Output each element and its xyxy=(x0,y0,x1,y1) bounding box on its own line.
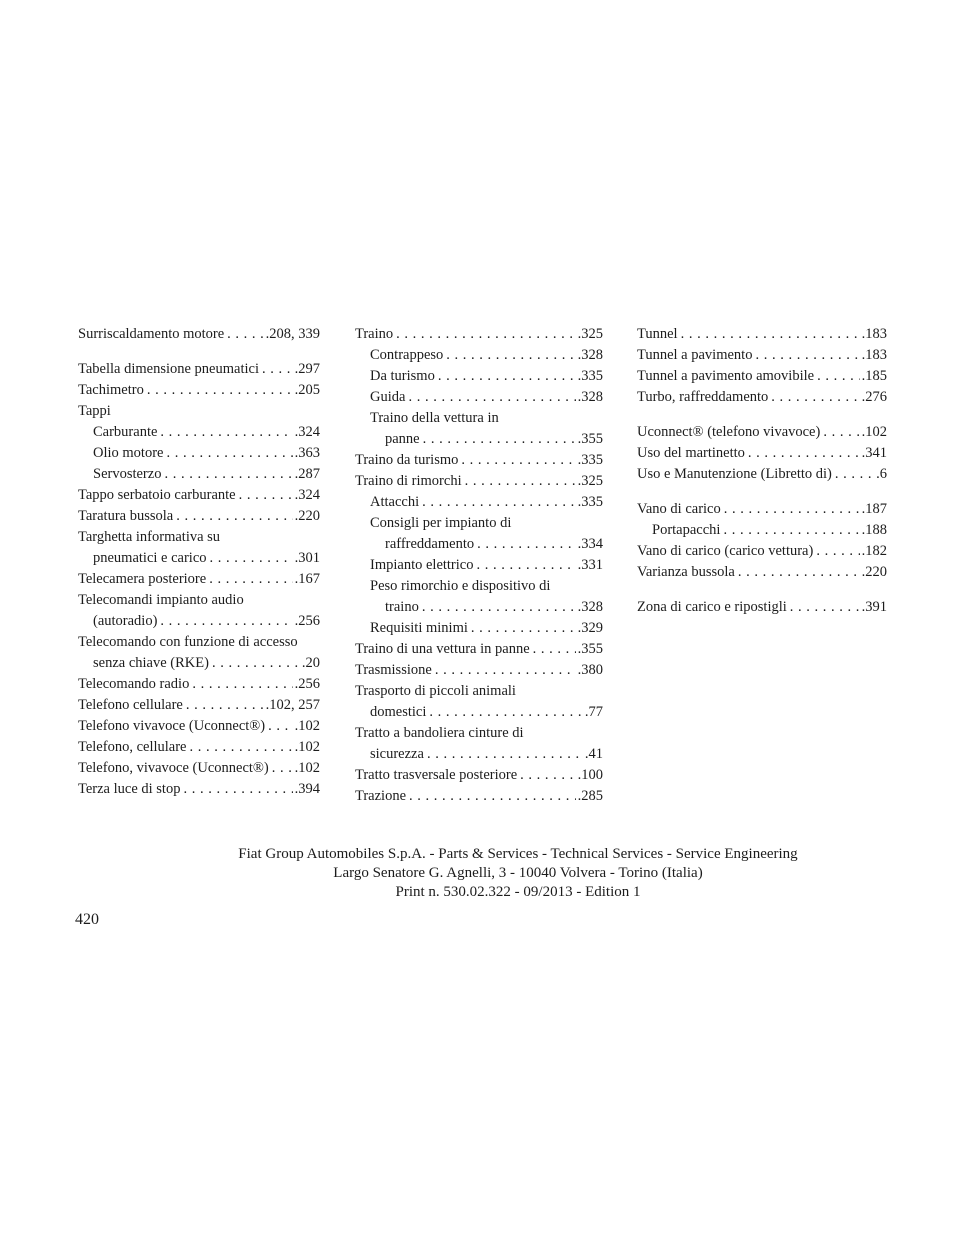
index-entry xyxy=(637,387,887,408)
index-column-1 xyxy=(78,324,320,800)
index-entry xyxy=(78,359,320,380)
entry-term: Telecomando radio xyxy=(78,676,192,692)
entry-page-ref[interactable]: .187 xyxy=(860,499,887,520)
entry-term: Telecomandi impianto audio xyxy=(78,592,244,608)
index-entry xyxy=(637,464,887,485)
section-gap xyxy=(637,583,887,597)
entry-term: Zona di carico e ripostigli xyxy=(637,599,790,615)
entry-page-ref[interactable]: .325 xyxy=(576,471,603,492)
index-subentry xyxy=(355,618,603,639)
entry-page-ref[interactable]: .335 xyxy=(576,366,603,387)
entry-term: Taratura bussola xyxy=(78,508,176,524)
entry-term: Traino della vettura in xyxy=(370,410,499,426)
entry-page-ref[interactable]: .102 xyxy=(293,758,320,779)
index-entry xyxy=(78,779,320,800)
section-gap xyxy=(637,408,887,422)
index-subentry xyxy=(355,576,603,618)
entry-term: Traino da turismo xyxy=(355,452,461,468)
index-subentry xyxy=(355,366,603,387)
entry-page-ref[interactable]: .182 xyxy=(860,541,887,562)
index-entry xyxy=(637,562,887,583)
entry-page-ref[interactable]: .334 xyxy=(576,534,603,555)
entry-term: Uso del martinetto xyxy=(637,445,748,461)
entry-page-ref[interactable]: .208, 339 xyxy=(264,324,320,345)
index-entry xyxy=(78,758,320,779)
index-entry xyxy=(637,443,887,464)
entry-term: Trasmissione xyxy=(355,662,435,678)
page-number: 420 xyxy=(75,911,99,928)
index-entry xyxy=(78,590,320,632)
entry-term: raffreddamento xyxy=(385,536,477,552)
entry-page-ref[interactable]: .328 xyxy=(576,597,603,618)
entry-page-ref[interactable]: .256 xyxy=(293,674,320,695)
entry-term: Trasporto di piccoli animali xyxy=(355,683,516,699)
entry-page-ref[interactable]: .220 xyxy=(293,506,320,527)
entry-term: Tunnel xyxy=(637,326,681,342)
entry-page-ref[interactable]: .380 xyxy=(576,660,603,681)
entry-term: Da turismo xyxy=(370,368,438,384)
index-entry xyxy=(78,485,320,506)
entry-page-ref[interactable]: .185 xyxy=(860,366,887,387)
entry-term: Attacchi xyxy=(370,494,422,510)
entry-page-ref[interactable]: .102 xyxy=(860,422,887,443)
entry-term: panne xyxy=(385,431,423,447)
entry-page-ref[interactable]: .220 xyxy=(860,562,887,583)
index-column-2 xyxy=(355,324,603,807)
entry-term: Telecamera posteriore xyxy=(78,571,209,587)
index-entry xyxy=(78,324,320,345)
entry-term: Telefono, vivavoce (Uconnect®) xyxy=(78,760,272,776)
index-subentry xyxy=(355,492,603,513)
entry-page-ref[interactable]: .341 xyxy=(860,443,887,464)
entry-term: Servosterzo xyxy=(93,466,164,482)
index-entry xyxy=(355,324,603,345)
entry-term: Varianza bussola xyxy=(637,564,738,580)
entry-page-ref[interactable]: .188 xyxy=(860,520,887,541)
entry-term: Tratto a bandoliera cinture di xyxy=(355,725,524,741)
section-gap xyxy=(637,485,887,499)
entry-page-ref[interactable]: .355 xyxy=(576,639,603,660)
index-entry xyxy=(78,716,320,737)
index-entry xyxy=(355,786,603,807)
entry-page-ref[interactable]: .77 xyxy=(583,702,603,723)
entry-page-ref[interactable]: .102 xyxy=(293,737,320,758)
entry-term: Tachimetro xyxy=(78,382,147,398)
index-subentry xyxy=(355,555,603,576)
index-entry xyxy=(78,506,320,527)
entry-page-ref[interactable]: .183 xyxy=(860,324,887,345)
entry-page-ref[interactable]: .331 xyxy=(576,555,603,576)
entry-term: Traino di rimorchi xyxy=(355,473,465,489)
entry-page-ref[interactable]: .355 xyxy=(576,429,603,450)
entry-term: Carburante xyxy=(93,424,160,440)
index-entry xyxy=(637,499,887,520)
entry-page-ref[interactable]: .328 xyxy=(576,387,603,408)
entry-page-ref[interactable]: .20 xyxy=(300,653,320,674)
entry-term: Telefono, cellulare xyxy=(78,739,189,755)
index-heading-text: Tappi xyxy=(78,403,111,419)
entry-term: Uconnect® (telefono vivavoce) xyxy=(637,424,823,440)
index-entry xyxy=(637,345,887,366)
entry-page-ref[interactable]: .256 xyxy=(293,611,320,632)
entry-term: Tabella dimensione pneumatici xyxy=(78,361,262,377)
section-gap xyxy=(78,345,320,359)
entry-page-ref[interactable]: .183 xyxy=(860,345,887,366)
index-entry xyxy=(355,471,603,492)
entry-term: sicurezza xyxy=(370,746,427,762)
entry-page-ref[interactable]: .287 xyxy=(293,464,320,485)
entry-page-ref[interactable]: .297 xyxy=(293,359,320,380)
entry-term: Telefono vivavoce (Uconnect®) xyxy=(78,718,268,734)
index-subentry xyxy=(355,513,603,555)
index-entry xyxy=(78,695,320,716)
entry-term: Uso e Manutenzione (Libretto di) xyxy=(637,466,835,482)
index-subentry xyxy=(355,387,603,408)
entry-page-ref[interactable]: .41 xyxy=(583,744,603,765)
entry-term: Trazione xyxy=(355,788,409,804)
index-entry xyxy=(78,380,320,401)
index-subentry xyxy=(355,408,603,450)
index-entry xyxy=(78,737,320,758)
entry-page-ref[interactable]: .394 xyxy=(293,779,320,800)
entry-page-ref[interactable]: .328 xyxy=(576,345,603,366)
index-column-3 xyxy=(637,324,887,618)
index-entry xyxy=(78,632,320,674)
entry-page-ref[interactable]: .102 xyxy=(293,716,320,737)
index-entry xyxy=(355,639,603,660)
entry-term: Terza luce di stop xyxy=(78,781,183,797)
footer-print-info: Print n. 530.02.322 - 09/2013 - Edition 1 xyxy=(395,884,641,900)
entry-term: Surriscaldamento motore xyxy=(78,326,227,342)
entry-page-ref[interactable]: .167 xyxy=(293,569,320,590)
index-entry xyxy=(355,723,603,765)
entry-term: senza chiave (RKE) xyxy=(93,655,212,671)
index-entry xyxy=(78,674,320,695)
index-entry xyxy=(78,569,320,590)
entry-term: Olio motore xyxy=(93,445,166,461)
entry-term: Traino di una vettura in panne xyxy=(355,641,533,657)
entry-page-ref[interactable]: .335 xyxy=(576,492,603,513)
entry-term: Traino xyxy=(355,326,396,342)
entry-page-ref[interactable]: .324 xyxy=(293,422,320,443)
entry-page-ref[interactable]: .324 xyxy=(293,485,320,506)
entry-page-ref[interactable]: .102, 257 xyxy=(264,695,320,716)
entry-page-ref[interactable]: .205 xyxy=(293,380,320,401)
index-entry xyxy=(637,324,887,345)
entry-term: traino xyxy=(385,599,422,615)
entry-term: Tunnel a pavimento amovibile xyxy=(637,368,817,384)
entry-page-ref[interactable]: .276 xyxy=(860,387,887,408)
entry-term: Telecomando con funzione di accesso xyxy=(78,634,298,650)
index-entry xyxy=(637,422,887,443)
entry-term: domestici xyxy=(370,704,429,720)
entry-term: Consigli per impianto di xyxy=(370,515,512,531)
entry-term: Telefono cellulare xyxy=(78,697,186,713)
entry-page-ref[interactable]: .6 xyxy=(874,464,887,485)
entry-term: Targhetta informativa su xyxy=(78,529,221,545)
entry-page-ref[interactable]: .301 xyxy=(293,548,320,569)
index-subentry xyxy=(355,345,603,366)
entry-term: pneumatici e carico xyxy=(93,550,210,566)
entry-page-ref[interactable]: .100 xyxy=(576,765,603,786)
index-subentry xyxy=(637,520,887,541)
entry-term: Vano di carico xyxy=(637,501,724,517)
entry-page-ref[interactable]: .329 xyxy=(576,618,603,639)
index-entry xyxy=(355,765,603,786)
entry-term: Contrappeso xyxy=(370,347,446,363)
entry-term: Tratto trasversale posteriore xyxy=(355,767,520,783)
entry-term: Turbo, raffreddamento xyxy=(637,389,771,405)
index-subentry xyxy=(78,422,320,443)
index-subentry xyxy=(78,464,320,485)
entry-term: Requisiti minimi xyxy=(370,620,471,636)
entry-page-ref[interactable]: .285 xyxy=(576,786,603,807)
index-entry xyxy=(355,450,603,471)
entry-term: Guida xyxy=(370,389,408,405)
entry-term: Peso rimorchio e dispositivo di xyxy=(370,578,551,594)
index-entry xyxy=(637,366,887,387)
entry-term: Vano di carico (carico vettura) xyxy=(637,543,816,559)
entry-term: Impianto elettrico xyxy=(370,557,476,573)
entry-page-ref[interactable]: .335 xyxy=(576,450,603,471)
footer-address: Largo Senatore G. Agnelli, 3 - 10040 Volvera - Torino (Italia) xyxy=(333,865,703,881)
entry-page-ref[interactable]: .325 xyxy=(576,324,603,345)
entry-term: Tunnel a pavimento xyxy=(637,347,755,363)
footer-publisher: Fiat Group Automobiles S.p.A. - Parts & Services - Technical Services - Service Engineering xyxy=(238,846,798,862)
entry-term: Tappo serbatoio carburante xyxy=(78,487,239,503)
entry-page-ref[interactable]: .363 xyxy=(293,443,320,464)
index-subentry xyxy=(78,443,320,464)
index-entry xyxy=(78,527,320,569)
entry-term: Portapacchi xyxy=(652,522,723,538)
entry-term: (autoradio) xyxy=(93,613,160,629)
index-heading xyxy=(78,401,320,422)
index-entry xyxy=(355,681,603,723)
entry-page-ref[interactable]: .391 xyxy=(860,597,887,618)
index-entry xyxy=(637,597,887,618)
index-entry xyxy=(637,541,887,562)
index-entry xyxy=(355,660,603,681)
